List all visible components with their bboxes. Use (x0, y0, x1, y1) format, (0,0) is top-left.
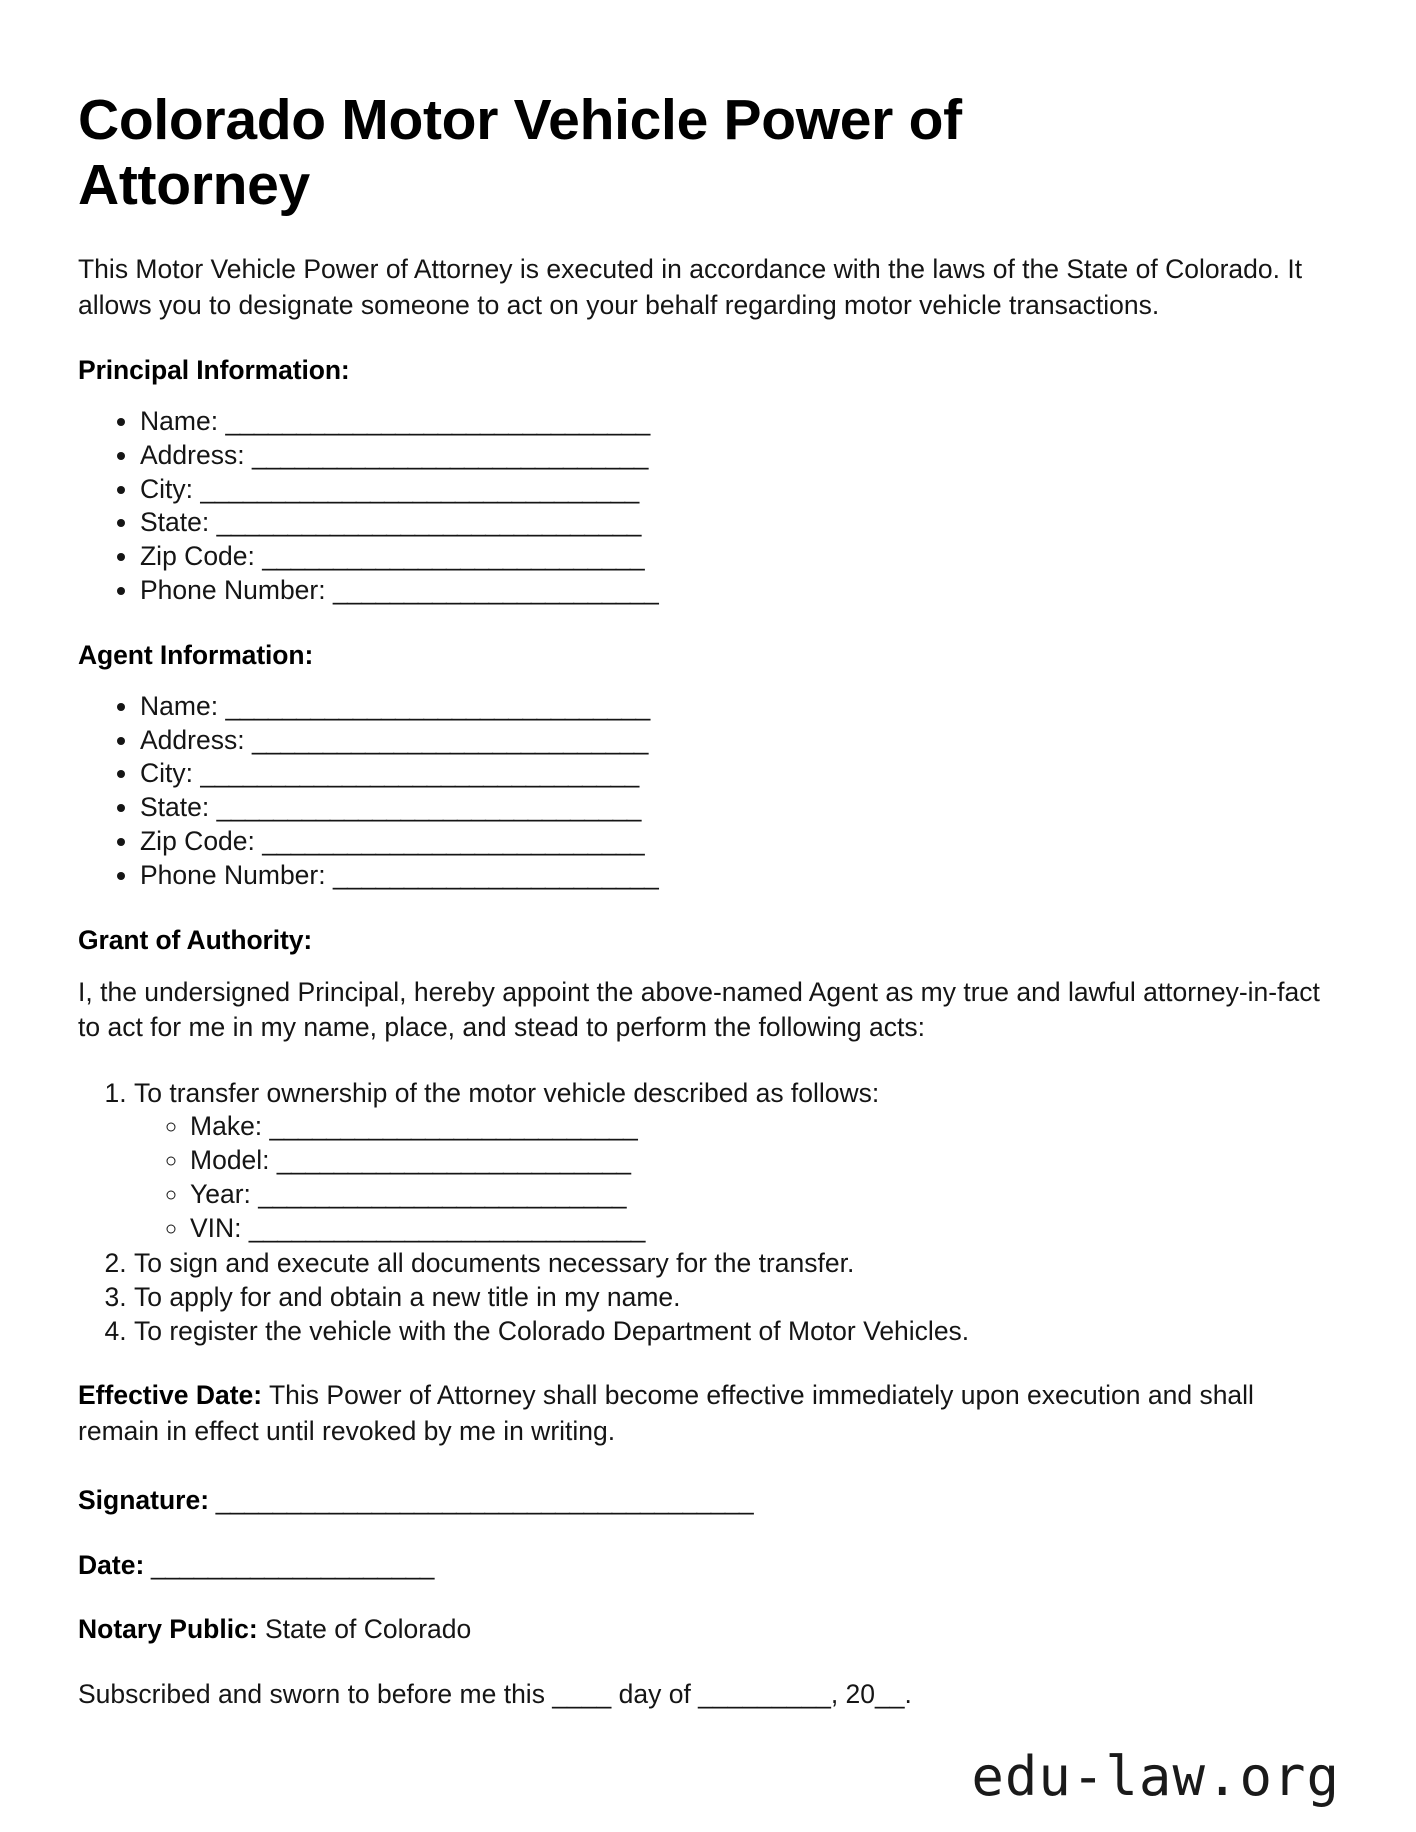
list-item (134, 1314, 1338, 1348)
field-blank[interactable]: ____________________________ (251, 439, 648, 470)
effective-date-text: This Power of Attorney shall become effective immediately upon execution and shall remain in effect until revoked by me in writing. (78, 1380, 1254, 1446)
intro-paragraph: This Motor Vehicle Power of Attorney is executed in accordance with the laws of the State of Colorado. It allows you to designate someone to act on your behalf regarding motor vehicle transactions. (78, 253, 1303, 320)
field-blank[interactable]: _______________________________ (200, 473, 639, 504)
list-item (190, 1178, 1338, 1212)
list-item (140, 791, 1338, 825)
field-label: Name: (140, 405, 219, 436)
field-blank[interactable]: _________________________ (276, 1144, 631, 1175)
list-item (140, 540, 1338, 574)
list-item (134, 1076, 1338, 1246)
field-label: Address: (140, 724, 245, 755)
field-blank[interactable]: ______________________________ (225, 690, 650, 721)
list-item (140, 574, 1338, 608)
field-blank[interactable]: ______________________________ (216, 507, 641, 538)
document-body (78, 88, 1338, 1711)
list-item (190, 1212, 1338, 1246)
list-item (140, 506, 1338, 540)
field-label: VIN: (190, 1212, 242, 1243)
act-text: To apply for and obtain a new title in my name. (134, 1281, 681, 1312)
date-label: Date: (78, 1549, 145, 1580)
field-blank[interactable]: ____________________________ (251, 724, 648, 755)
field-label: Model: (190, 1144, 270, 1175)
field-blank[interactable]: __________________________ (269, 1111, 638, 1142)
agent-information-heading: Agent Information: (78, 640, 314, 671)
list-item (134, 1280, 1338, 1314)
field-blank[interactable]: ___________________________ (262, 541, 644, 572)
notary-public-line (78, 1612, 1338, 1646)
page-title: Colorado Motor Vehicle Power of Attorney (78, 88, 962, 217)
list-item (140, 757, 1338, 791)
field-label: Address: (140, 439, 245, 470)
list-item (140, 825, 1338, 859)
field-blank[interactable]: _______________________________ (200, 758, 639, 789)
grant-of-authority-heading: Grant of Authority: (78, 925, 313, 956)
field-blank[interactable]: ____________________________ (248, 1212, 645, 1243)
field-label: Name: (140, 690, 219, 721)
sworn-statement: Subscribed and sworn to before me this ____ day of _________, 20__. (78, 1678, 912, 1709)
list-item (140, 473, 1338, 507)
list-item (134, 1246, 1338, 1280)
field-blank[interactable]: __________________________ (258, 1178, 626, 1209)
field-blank[interactable]: _______________________ (332, 860, 659, 891)
field-label: Year: (190, 1178, 251, 1209)
field-label: State: (140, 507, 210, 538)
authorized-acts-list (78, 1076, 1338, 1348)
notary-label: Notary Public: (78, 1614, 258, 1645)
list-item (140, 859, 1338, 893)
field-label: Phone Number: (140, 575, 326, 606)
effective-date-paragraph (78, 1378, 1338, 1449)
notary-state: State of Colorado (257, 1614, 472, 1645)
field-blank[interactable]: ______________________________ (216, 792, 641, 823)
field-label: Make: (190, 1111, 263, 1142)
act-text: To sign and execute all documents necessary for the transfer. (134, 1247, 855, 1278)
field-label: Zip Code: (140, 541, 255, 572)
act-text: To transfer ownership of the motor vehicle described as follows: (134, 1077, 880, 1108)
field-blank[interactable]: ___________________________ (262, 826, 644, 857)
agent-field-list (78, 690, 1338, 893)
field-label: State: (140, 792, 210, 823)
grant-paragraph: I, the undersigned Principal, hereby appoint the above-named Agent as my true and lawful attorney-in-fact to act for me in my name, place, and stead to perform the following acts: (78, 976, 1320, 1043)
act-text: To register the vehicle with the Colorado Department of Motor Vehicles. (134, 1316, 970, 1347)
field-blank[interactable]: ______________________________ (225, 405, 650, 436)
list-item (140, 724, 1338, 758)
list-item (190, 1110, 1338, 1144)
effective-date-label: Effective Date: (78, 1380, 263, 1411)
field-label: Phone Number: (140, 860, 326, 891)
signature-label: Signature: (78, 1485, 210, 1516)
principal-information-heading: Principal Information: (78, 355, 350, 386)
site-watermark: edu-law.org (971, 1745, 1340, 1808)
date-line (78, 1548, 1338, 1582)
list-item (190, 1144, 1338, 1178)
field-label: Zip Code: (140, 826, 255, 857)
field-label: City: (140, 758, 193, 789)
principal-field-list (78, 405, 1338, 608)
signature-line (78, 1483, 1338, 1517)
vehicle-description-list (134, 1110, 1338, 1246)
list-item (140, 405, 1338, 439)
date-blank[interactable]: ____________________ (144, 1549, 434, 1580)
list-item (140, 690, 1338, 724)
field-label: City: (140, 473, 193, 504)
list-item (140, 439, 1338, 473)
field-blank[interactable]: _______________________ (332, 575, 659, 606)
signature-blank[interactable]: ______________________________________ (209, 1485, 754, 1516)
